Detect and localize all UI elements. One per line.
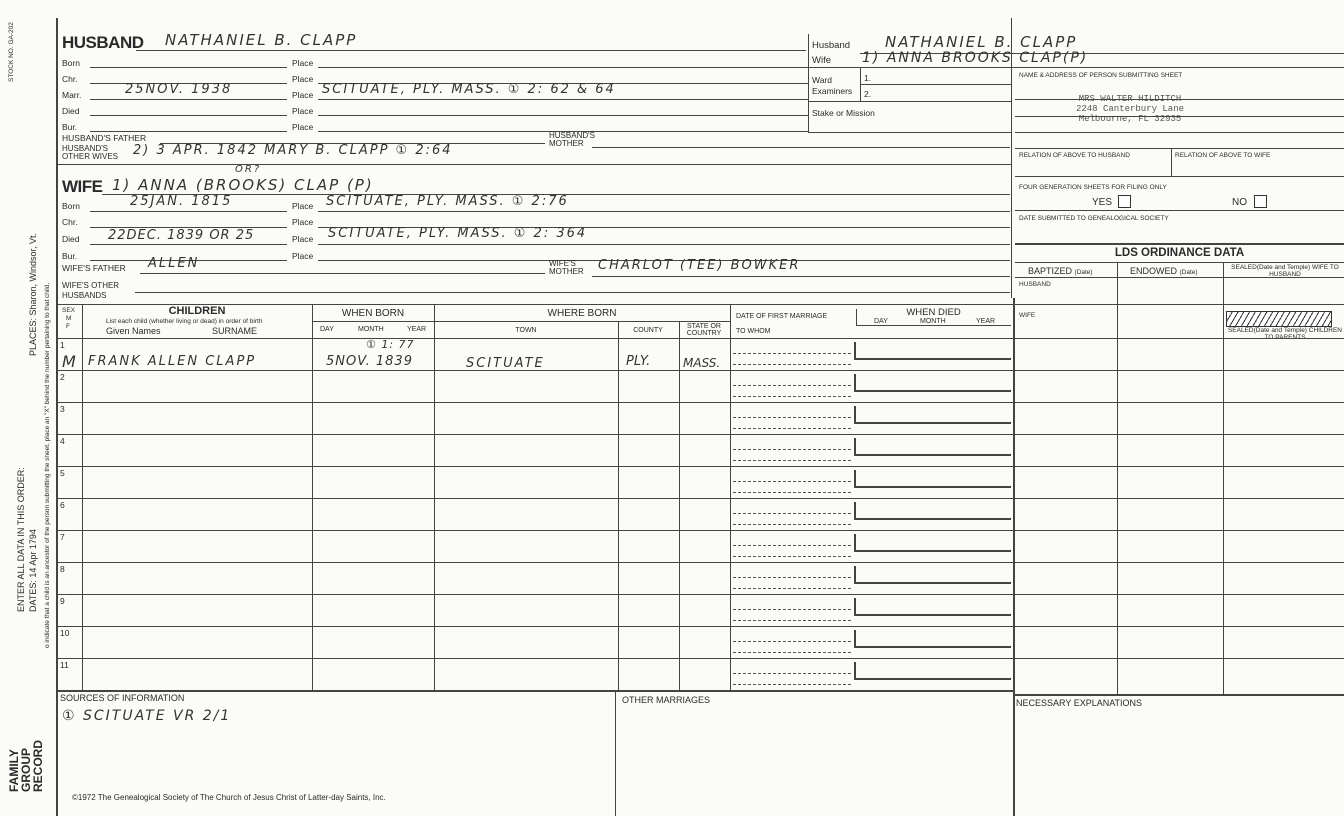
child-row-number: 2	[60, 372, 65, 382]
lds-row-divider	[1015, 498, 1344, 499]
child-row-divider	[56, 530, 1013, 531]
husband-born-date-line[interactable]	[90, 67, 287, 68]
wife-chr-label: Chr.	[62, 217, 78, 227]
four-gen-label: FOUR GENERATION SHEETS FOR FILING ONLY	[1019, 184, 1167, 191]
died-box-left	[854, 502, 856, 518]
child-1-town: SCITUATE	[466, 356, 545, 371]
marriage-spouse-line[interactable]	[733, 396, 851, 397]
husband-other-wives: 2) 3 APR. 1842 MARY B. CLAPP ① 2:64	[133, 143, 453, 158]
record-title-line-1: FAMILY	[7, 749, 21, 792]
husband-mother-label: HUSBAND'S MOTHER	[549, 131, 595, 148]
wife-name: 1) ANNA (BROOKS) CLAP (P)	[112, 176, 374, 194]
header-wife-value: 1) ANNA BROOKS CLAP(P)	[862, 50, 1089, 66]
lds-col-2	[1223, 262, 1224, 694]
first-marriage-label: DATE OF FIRST MARRIAGE	[736, 313, 828, 320]
child-row-divider	[56, 466, 1013, 467]
wife-born-date: 25JAN. 1815	[130, 194, 233, 209]
husband-name-line	[136, 50, 806, 51]
marriage-spouse-line[interactable]	[733, 428, 851, 429]
died-date-box[interactable]	[854, 582, 1011, 584]
date-submitted-label: DATE SUBMITTED TO GENEALOGICAL SOCIETY	[1019, 215, 1169, 222]
died-date-box[interactable]	[854, 646, 1011, 648]
died-box-left	[854, 598, 856, 614]
husband-chr-place-label: Place	[292, 74, 314, 84]
marriage-spouse-line[interactable]	[733, 460, 851, 461]
submitter-line-2: 2248 Canterbury Lane	[1075, 104, 1185, 114]
submitter-line-a	[1015, 99, 1344, 100]
wife-born-place: SCITUATE, PLY. MASS. ① 2:76	[326, 194, 569, 209]
marriage-date-line[interactable]	[733, 481, 851, 482]
wife-mother-line[interactable]	[592, 276, 1010, 277]
husband-born-place-label: Place	[292, 58, 314, 68]
town-label: TOWN	[515, 327, 537, 334]
submitter-line-b	[1015, 116, 1344, 117]
marriage-date-line[interactable]	[733, 353, 851, 354]
wife-died-date: 22DEC. 1839 OR 25	[108, 228, 255, 243]
submitter-line-3: Melbourne, FL 32935	[1078, 114, 1182, 124]
husband-died-place-line[interactable]	[318, 115, 808, 116]
wife-born-label: Born	[62, 201, 80, 211]
lds-title-bottom	[1015, 262, 1344, 263]
relation-bottom	[1015, 176, 1344, 177]
lds-row-divider	[1015, 402, 1344, 403]
marriage-spouse-line[interactable]	[733, 588, 851, 589]
when-died-box-left	[856, 309, 857, 325]
relation-divider	[1171, 148, 1172, 176]
copyright: ©1972 The Genealogical Society of The Church of Jesus Christ of Latter-day Saints, Inc.	[72, 793, 386, 802]
record-title	[8, 740, 44, 792]
header-wife-line	[808, 67, 1344, 68]
baptized-label: BAPTIZED (Date)	[1028, 266, 1093, 276]
child-row-number: 5	[60, 468, 65, 478]
child-row-number: 4	[60, 436, 65, 446]
child-row-number: 6	[60, 500, 65, 510]
died-box-left	[854, 630, 856, 646]
died-date-box[interactable]	[854, 454, 1011, 456]
sources-value: ① SCITUATE VR 2/1	[62, 708, 232, 724]
to-whom-label: TO WHOM	[736, 328, 771, 335]
lds-wife-label: WIFE	[1019, 312, 1036, 319]
died-box-left	[854, 566, 856, 582]
marriage-spouse-line[interactable]	[733, 684, 851, 685]
child-row-number: 10	[60, 628, 70, 638]
ward-block-border	[808, 34, 809, 132]
wife-name-note: OR?	[235, 164, 262, 175]
yes-checkbox[interactable]	[1118, 195, 1131, 208]
wife-mother-label: WIFE'S MOTHER	[549, 259, 584, 276]
when-died-box-bottom	[856, 325, 1011, 326]
col-born	[434, 304, 435, 690]
marriage-date-line[interactable]	[733, 641, 851, 642]
wife-father: ALLEN	[148, 256, 200, 271]
child-1-state: MASS.	[683, 356, 721, 370]
wife-other-husbands-line[interactable]	[135, 292, 1010, 293]
submitter-line-1: MRS WALTER HILDITCH	[1078, 94, 1182, 104]
died-date-box[interactable]	[854, 358, 1011, 360]
died-year-label: YEAR	[976, 318, 996, 325]
where-born-divider	[434, 321, 730, 322]
died-date-box[interactable]	[854, 390, 1011, 392]
wife-died-label: Died	[62, 234, 80, 244]
died-box-left	[854, 374, 856, 390]
marriage-date-line[interactable]	[733, 513, 851, 514]
wife-title: WIFE	[62, 177, 103, 196]
husband-marr-place-label: Place	[292, 90, 314, 100]
died-box-left	[854, 438, 856, 454]
where-born-label: WHERE BORN	[547, 308, 617, 319]
died-box-left	[854, 662, 856, 678]
child-row-number: 9	[60, 596, 65, 606]
header-husband-value: NATHANIEL B. CLAPP	[885, 33, 1078, 51]
died-month-label: MONTH	[920, 318, 946, 325]
endowed-label: ENDOWED (Date)	[1130, 266, 1198, 276]
stake-line[interactable]	[808, 132, 1011, 133]
submitter-line-c	[1015, 132, 1344, 133]
died-date-box[interactable]	[854, 518, 1011, 520]
marriage-date-line[interactable]	[733, 577, 851, 578]
born-year-label: YEAR	[407, 326, 427, 333]
other-marriages-label: OTHER MARRIAGES	[622, 695, 711, 705]
wife-died-date-line[interactable]	[90, 244, 287, 245]
relation-top	[1015, 148, 1344, 149]
left-border	[56, 18, 58, 816]
died-date-box[interactable]	[854, 422, 1011, 424]
wife-died-place-label: Place	[292, 234, 314, 244]
husband-marr-date: 25NOV. 1938	[125, 82, 233, 97]
lds-row-divider	[1015, 562, 1344, 563]
enter-order-instruction: ENTER ALL DATA IN THIS ORDER:	[16, 467, 26, 612]
sex-f-label: F	[66, 323, 70, 330]
marriage-spouse-line[interactable]	[733, 556, 851, 557]
born-month-label: MONTH	[358, 326, 384, 333]
died-box-left	[854, 470, 856, 486]
marriage-spouse-line[interactable]	[733, 364, 851, 365]
stake-label: Stake or Mission	[812, 108, 875, 118]
husband-bur-label: Bur.	[62, 122, 78, 132]
ancestor-instruction: o indicate that a child is an ancestor of the person submitting the sheet, place an "X" behind the number pertaining to that child.	[44, 282, 51, 648]
marriage-date-line[interactable]	[733, 385, 851, 386]
marriage-spouse-line[interactable]	[733, 620, 851, 621]
footer-divider	[615, 690, 616, 816]
child-1-sex: M	[62, 352, 76, 371]
husband-died-label: Died	[62, 106, 80, 116]
col-sex	[82, 304, 83, 690]
died-box-left	[854, 342, 856, 358]
child-1-county: PLY.	[626, 354, 651, 369]
marriage-spouse-line[interactable]	[733, 652, 851, 653]
husband-bur-place-label: Place	[292, 122, 314, 132]
sealed-children-hatch	[1226, 311, 1332, 327]
no-checkbox[interactable]	[1254, 195, 1267, 208]
husband-marr-place: SCITUATE, PLY. MASS. ① 2: 62 & 64	[322, 82, 616, 97]
husband-bur-date-line[interactable]	[90, 131, 287, 132]
died-day-label: DAY	[874, 318, 888, 325]
child-row-divider	[56, 338, 1013, 339]
given-names-label: Given Names	[106, 326, 161, 336]
husband-mother-line[interactable]	[592, 147, 1010, 148]
necessary-explanations-label: NECESSARY EXPLANATIONS	[1016, 698, 1143, 708]
lds-row-divider	[1015, 466, 1344, 467]
header-husband-label: Husband	[812, 40, 851, 51]
husband-other-wives-line[interactable]	[56, 164, 1011, 165]
places-instruction: PLACES: Sharon, Windsor, Vt.	[28, 232, 38, 356]
wife-born-place-line[interactable]	[318, 211, 1010, 212]
county-label: COUNTY	[633, 327, 663, 334]
wife-bur-label: Bur.	[62, 251, 78, 261]
marriage-date-line[interactable]	[733, 417, 851, 418]
sex-label: SEX	[62, 307, 76, 314]
yes-label: YES	[1092, 197, 1113, 208]
child-row-number: 7	[60, 532, 65, 542]
examiner-2: 2.	[864, 89, 872, 99]
sex-m-label: M	[66, 315, 72, 322]
husband-died-date-line[interactable]	[90, 115, 287, 116]
col-name	[312, 304, 313, 690]
sealed-children-label: SEALED(Date and Temple) CHILDREN TO PARENTS	[1227, 327, 1343, 341]
wife-father-line[interactable]	[140, 273, 545, 274]
sources-label: SOURCES OF INFORMATION	[60, 693, 185, 703]
child-row-divider	[56, 402, 1013, 403]
examiner-1: 1.	[864, 73, 872, 83]
husband-chr-label: Chr.	[62, 74, 78, 84]
lds-col-1	[1117, 262, 1118, 694]
relation-wife-label: RELATION OF ABOVE TO WIFE	[1175, 152, 1271, 159]
wife-died-place: SCITUATE, PLY. MASS. ① 2: 364	[328, 226, 588, 241]
born-day-label: DAY	[320, 326, 334, 333]
ward-label: Ward	[812, 75, 832, 85]
child-row-number: 8	[60, 564, 65, 574]
husband-died-place-label: Place	[292, 106, 314, 116]
lds-title: LDS ORDINANCE DATA	[1114, 247, 1245, 259]
child-row-number: 3	[60, 404, 65, 414]
col-state	[730, 304, 731, 690]
children-note: List each child (whether living or dead) in order of birth	[106, 318, 263, 325]
lds-row-divider	[1015, 370, 1344, 371]
col-town	[618, 321, 619, 690]
wife-bur-place-label: Place	[292, 251, 314, 261]
lds-row-divider	[1015, 338, 1344, 339]
dates-instruction: DATES: 14 Apr 1794	[28, 529, 38, 612]
child-row-number: 11	[60, 660, 69, 670]
lds-row-divider	[1015, 434, 1344, 435]
footer-top-right	[1013, 694, 1344, 696]
col-county	[679, 321, 680, 690]
husband-born-place-line[interactable]	[318, 67, 808, 68]
marriage-date-line[interactable]	[733, 449, 851, 450]
husband-born-label: Born	[62, 58, 80, 68]
record-title-line-2: GROUP	[19, 747, 33, 792]
died-date-box[interactable]	[854, 486, 1011, 488]
when-born-label: WHEN BORN	[341, 308, 405, 319]
died-box-left	[854, 406, 856, 422]
wife-born-date-line[interactable]	[90, 211, 287, 212]
state-label: STATE OR COUNTRY	[686, 323, 722, 337]
husband-marr-date-line[interactable]	[90, 99, 287, 100]
lds-row-divider	[1015, 658, 1344, 659]
marriage-spouse-line[interactable]	[733, 492, 851, 493]
marriage-date-line[interactable]	[733, 609, 851, 610]
died-date-box[interactable]	[854, 550, 1011, 552]
when-born-divider	[313, 321, 434, 322]
child-row-divider	[56, 434, 1013, 435]
lds-top	[1015, 243, 1344, 245]
wife-born-place-label: Place	[292, 201, 314, 211]
child-1-born: 5NOV. 1839	[326, 354, 413, 369]
examiners-label: Examiners	[812, 86, 853, 96]
child-row-divider	[56, 562, 1013, 563]
husband-marr-label: Marr.	[62, 90, 82, 100]
lds-header-bottom	[1015, 277, 1344, 278]
lds-row-divider	[1015, 530, 1344, 531]
relation-husband-label: RELATION OF ABOVE TO HUSBAND	[1019, 152, 1130, 159]
husband-name: NATHANIEL B. CLAPP	[165, 31, 358, 49]
child-row-divider	[56, 594, 1013, 595]
footer-top	[56, 690, 1013, 692]
marriage-spouse-line[interactable]	[733, 524, 851, 525]
stock-number: STOCK NO. GA-202	[8, 22, 15, 82]
child-row-divider	[56, 626, 1013, 627]
wife-other-husbands-label: WIFE'S OTHER HUSBANDS	[62, 281, 120, 300]
four-gen-bottom	[1015, 210, 1344, 211]
died-date-box[interactable]	[854, 614, 1011, 616]
wife-died-place-line[interactable]	[318, 244, 1010, 245]
lds-row-divider	[1015, 626, 1344, 627]
wife-chr-place-label: Place	[292, 217, 314, 227]
husband-father-label: HUSBAND'S FATHER	[62, 133, 147, 143]
husband-other-wives-label: HUSBAND'S OTHER WIVES	[62, 144, 119, 161]
husband-marr-place-line[interactable]	[318, 99, 808, 100]
child-1-name: FRANK ALLEN CLAPP	[88, 354, 257, 369]
husband-title: HUSBAND	[62, 33, 144, 52]
child-row-divider	[56, 498, 1013, 499]
died-date-box[interactable]	[854, 678, 1011, 680]
marriage-date-line[interactable]	[733, 545, 851, 546]
marriage-date-line[interactable]	[733, 673, 851, 674]
submitter-label: NAME & ADDRESS OF PERSON SUBMITTING SHEET	[1019, 72, 1183, 79]
record-title-line-3: RECORD	[31, 739, 45, 792]
lds-row-divider	[1015, 594, 1344, 595]
when-died-label: WHEN DIED	[906, 307, 961, 318]
lds-section-border	[1013, 298, 1015, 816]
header-wife-label: Wife	[812, 55, 831, 66]
child-row-number: 1	[60, 340, 65, 350]
wife-father-label: WIFE'S FATHER	[62, 263, 126, 273]
child-row-divider	[56, 658, 1013, 659]
children-title: CHILDREN	[168, 305, 226, 317]
examiner-1-line[interactable]	[860, 84, 1011, 85]
no-label: NO	[1232, 197, 1247, 208]
lds-husband-label: HUSBAND	[1019, 281, 1051, 288]
died-box-left	[854, 534, 856, 550]
wife-mother: CHARLOT (TEE) BOWKER	[598, 258, 801, 273]
examiner-2-line[interactable]	[808, 101, 1011, 102]
sealed-wife-label: SEALED(Date and Temple) WIFE TO HUSBAND	[1231, 264, 1339, 278]
surname-label: SURNAME	[212, 326, 258, 336]
child-1-born-note: ① 1: 77	[366, 338, 415, 351]
